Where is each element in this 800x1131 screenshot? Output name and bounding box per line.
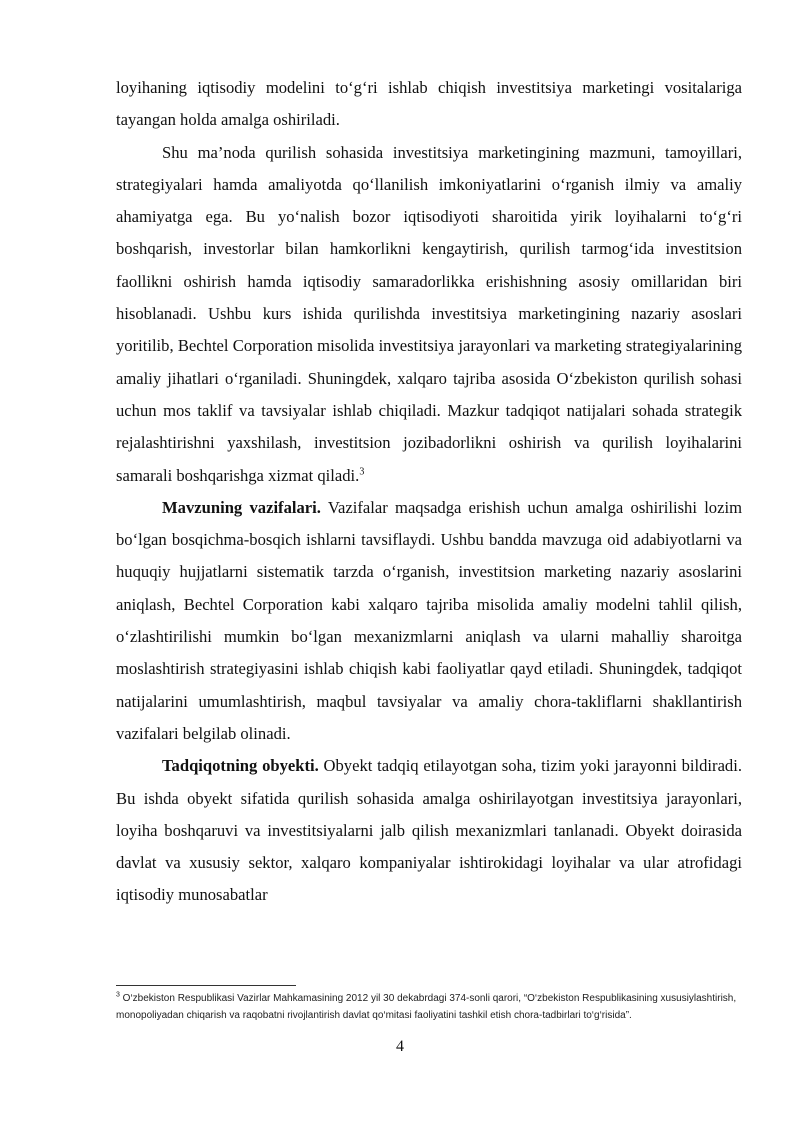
- page-number: 4: [396, 1038, 404, 1055]
- footnote: [116, 990, 746, 1024]
- footnote-divider: [116, 985, 296, 986]
- paragraph-relevance: [116, 137, 742, 492]
- paragraph-text: Obyekt tadqiq etilayotgan soha, tizim yoki jarayonni bildiradi. Bu ishda obyekt sifatida qurilish sohasida amalga oshirilayotgan investitsiya jarayonlari, loyiha boshqaruvi va investitsiyalarni jalb qilish mexanizmlari tanlanadi. Obyekt doirasida davlat va xususiy sektor, xalqaro kompaniyalar ishtirokidagi loyihalar va ular atrofidagi iqtisodiy munosabatlar: [116, 756, 742, 905]
- paragraph-text: Shu ma’noda qurilish sohasida investitsiya marketingining mazmuni, tamoyillari, strategiyalari hamda amaliyotda qo‘llanilish imkoniyatlarini o‘rganish ilmiy va amaliy ahamiyatga ega. Bu yo‘nalish bozor iqtisodiyoti sharoitida yirik loyihalarni to‘g‘ri boshqarish, investorlar bilan hamkorlikni kengaytirish, qurilish tarmog‘ida investitsion faollikni oshirish hamda iqtisodiy samaradorlikka erishishning asosiy omillaridan biri hisoblanadi. Ushbu kurs ishida qurilishda investitsiya marketingining nazariy asoslari yoritilib, Bechtel Corporation misolida investitsiya jarayonlari va marketing strategiyalarining amaliy jihatlari o‘rganiladi. Shuningdek, xalqaro tajriba asosida O‘zbekiston qurilish sohasi uchun mos taklif va tavsiyalar ishlab chiqiladi. Mazkur tadqiqot natijalari sohada strategik rejalashtirishni yaxshilash, investitsion jozibadorlikni oshirish va qurilish loyihalarini samarali boshqarishga xizmat qiladi.: [116, 142, 742, 485]
- paragraph-tasks: [116, 492, 742, 750]
- paragraph-heading: Mavzuning vazifalari.: [162, 497, 321, 517]
- body-text: [116, 72, 742, 912]
- footnote-text: O‘zbekiston Respublikasi Vazirlar Mahkamasining 2012 yil 30 dekabrdagi 374-sonli qarori, “O‘zbekiston Respublikasining xususiylashtirish, monopoliyadan chiqarish va raqobatni rivojlantirish davlat qo‘mitasi faoliyatini tashkil etish chora-tadbirlari to‘g‘risida”.: [116, 993, 737, 1021]
- footnote-reference[interactable]: 3: [359, 466, 365, 478]
- paragraph-object: [116, 750, 742, 911]
- paragraph-heading: Tadqiqotning obyekti.: [162, 756, 319, 776]
- paragraph-text: loyihaning iqtisodiy modelini to‘g‘ri ishlab chiqish investitsiya marketingi vositalariga tayangan holda amalga oshiriladi.: [116, 78, 742, 130]
- paragraph-continuation: [116, 72, 742, 137]
- paragraph-text: Vazifalar maqsadga erishish uchun amalga oshirilishi lozim bo‘lgan bosqichma-bosqich ishlarni tavsiflaydi. Ushbu bandda mavzuga oid adabiyotlarni va huquqiy hujjatlarni sistematik tarzda o‘rganish, investitsion marketing nazariy asoslarini aniqlash, Bechtel Corporation kabi xalqaro tajriba misolida amaliy modelni tahlil qilish, o‘zlashtirilishi mumkin bo‘lgan mexanizmlarni aniqlash va ularni mahalliy sharoitga moslashtirish strategiyasini ishlab chiqish kabi faoliyatlar qayd etiladi. Shuningdek, tadqiqot natijalarini umumlashtirish, maqbul tavsiyalar va amaliy chora-takliflarni shakllantirish vazifalari belgilab olinadi.: [116, 497, 742, 743]
- footnote-number: 3: [116, 991, 120, 999]
